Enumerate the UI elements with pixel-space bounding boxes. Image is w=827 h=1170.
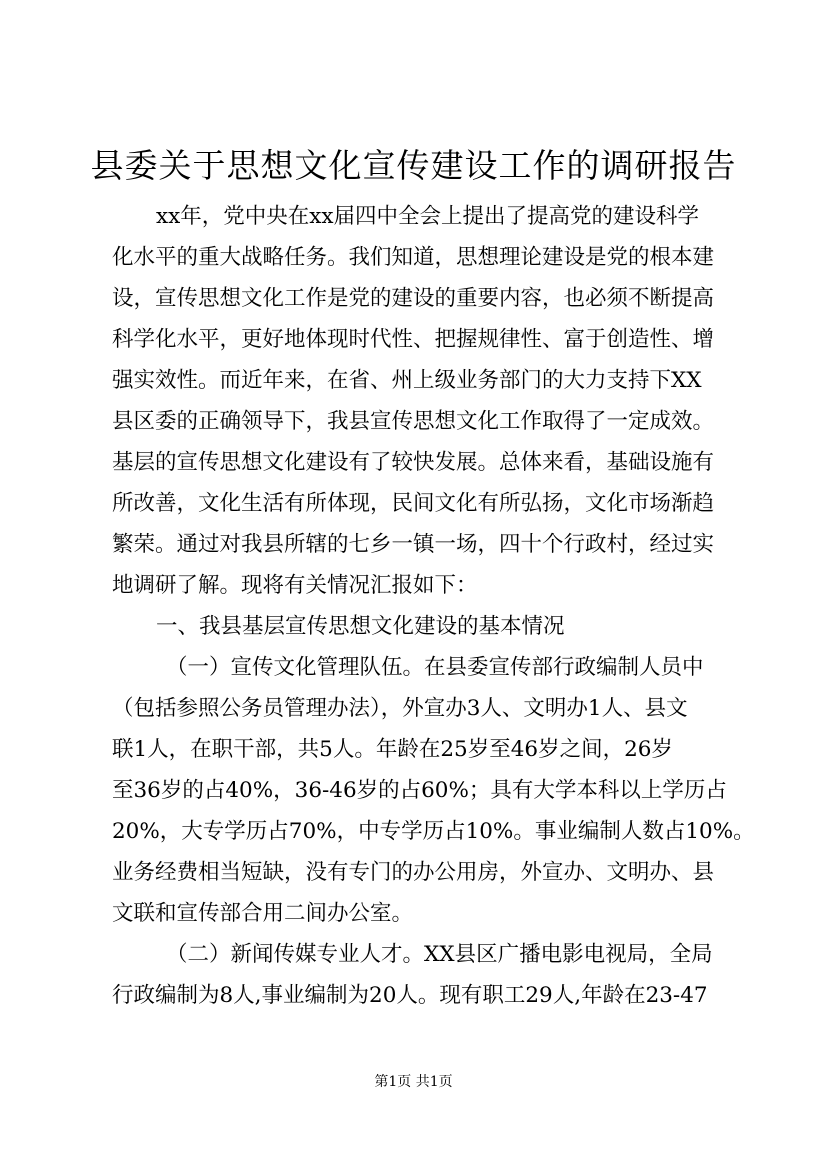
document-body	[112, 196, 755, 1016]
paragraph-line: 基层的宣传思想文化建设有了较快发展。总体来看，基础设施有	[112, 450, 715, 475]
paragraph-line: 强实效性。而近年来，在省、州上级业务部门的大力支持下XX	[112, 368, 702, 393]
paragraph-line: 科学化水平，更好地体现时代性、把握规律性、富于创造性、增	[112, 327, 715, 352]
paragraph-line: 繁荣。通过对我县所辖的七乡一镇一场，四十个行政村，经过实	[112, 532, 715, 557]
page-footer: 第1页 共1页	[374, 1074, 453, 1090]
paragraph-line: 设，宣传思想文化工作是党的建设的重要内容，也必须不断提高	[112, 286, 715, 311]
paragraph-line: （包括参照公务员管理办法），外宣办3人、文明办1人、县文	[112, 696, 688, 721]
paragraph-line: 联1人，在职干部，共5人。年龄在25岁至46岁之间，26岁	[112, 737, 673, 762]
paragraph-line: 行政编制为8人,事业编制为20人。现有职工29人,年龄在23-47	[112, 983, 708, 1008]
paragraph-line: 文联和宣传部合用二间办公室。	[112, 901, 414, 926]
paragraph-line: 化水平的重大战略任务。我们知道，思想理论建设是党的根本建	[112, 245, 715, 270]
paragraph-line: 至36岁的占40%，36-46岁的占60%；具有大学本科以上学历占	[112, 778, 727, 803]
section-heading: 一、我县基层宣传思想文化建设的基本情况	[156, 614, 565, 639]
paragraph-line: 20%，大专学历占70%，中专学历占10%。事业编制人数占10%。	[112, 819, 755, 844]
paragraph-line: 县区委的正确领导下，我县宣传思想文化工作取得了一定成效。	[112, 409, 715, 434]
paragraph-line: 地调研了解。现将有关情况汇报如下：	[112, 573, 478, 598]
document-title: 县委关于思想文化宣传建设工作的调研报告	[90, 146, 737, 185]
subsection-heading-line: （二）新闻传媒专业人才。XX县区广播电影电视局，全局	[166, 942, 713, 967]
subsection-heading-line: （一）宣传文化管理队伍。在县委宣传部行政编制人员中	[166, 655, 704, 680]
paragraph-line: xx年，党中央在xx届四中全会上提出了提高党的建设科学	[156, 204, 700, 229]
paragraph-line: 所改善，文化生活有所体现，民间文化有所弘扬，文化市场渐趋	[112, 491, 715, 516]
paragraph-line: 业务经费相当短缺，没有专门的办公用房，外宣办、文明办、县	[112, 860, 715, 885]
